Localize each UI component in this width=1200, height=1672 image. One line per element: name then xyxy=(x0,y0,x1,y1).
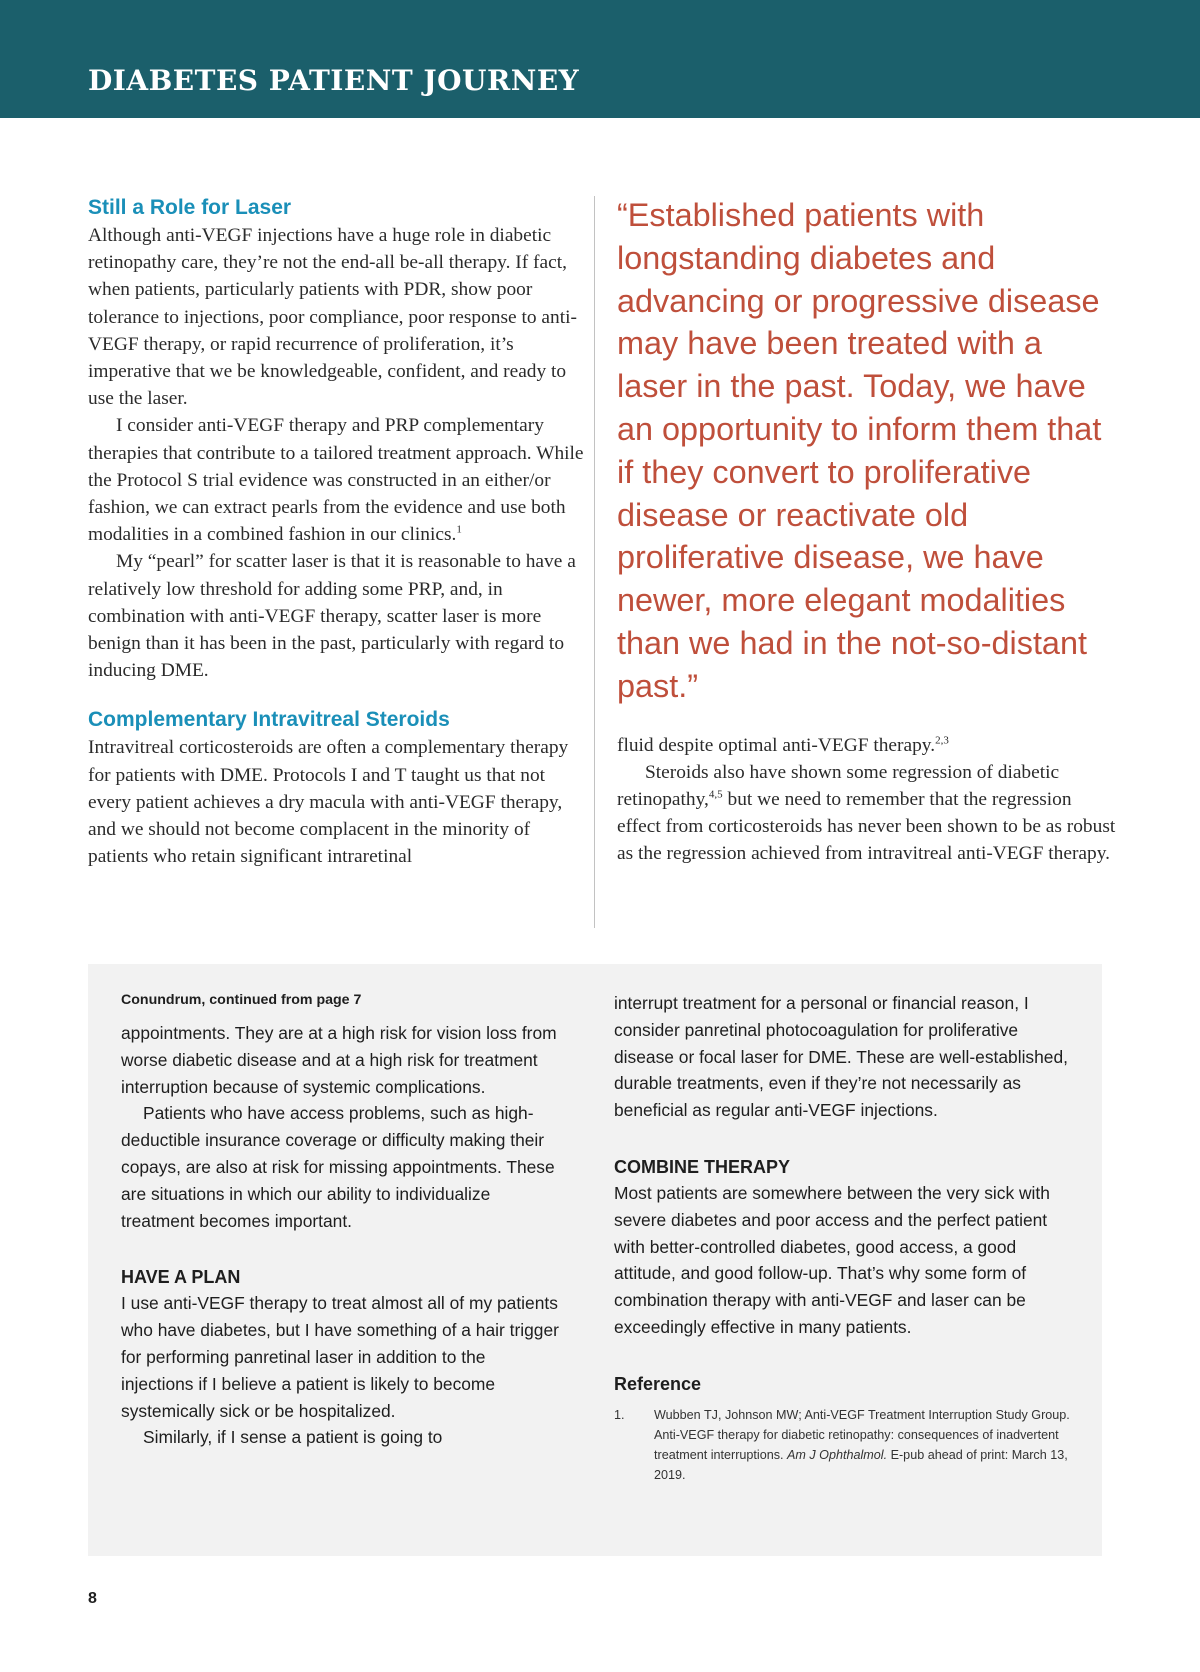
sidebar-heading-combine: COMBINE THERAPY xyxy=(614,1156,791,1177)
reference-heading: Reference xyxy=(614,1373,702,1394)
page-header-band xyxy=(0,0,1200,118)
reference-list xyxy=(614,1405,1074,1485)
left-column xyxy=(88,194,588,870)
sidebar-paragraph: appointments. They are at a high risk for vision loss from worse diabetic disease and at a high risk for treatment interruption because of systemic complications. xyxy=(121,1023,557,1097)
page-number: 8 xyxy=(88,1590,97,1607)
body-paragraph xyxy=(617,759,1117,868)
journal-name: Am J Ophthalmol. xyxy=(787,1447,888,1462)
sidebar-paragraph: I use anti-VEGF therapy to treat almost all of my patients who have diabetes, but I have something of a hair trigger for performing panretinal laser in addition to the injections if I believe a patient is likely to become systemically sick or be hospitalized. xyxy=(121,1293,559,1421)
sidebar-paragraph: Most patients are somewhere between the very sick with severe diabetes and poor access and the perfect patient with better-controlled diabetes, good access, a good attitude, and good follow-up. That’s why some form of combination therapy with anti-VEGF and laser can be exceedingly effective in many patients. xyxy=(614,1182,1050,1337)
section-heading-steroids: Complementary Intravitreal Steroids xyxy=(88,708,450,732)
conundrum-sidebar xyxy=(88,964,1102,1556)
sidebar-heading-plan: HAVE A PLAN xyxy=(121,1267,241,1288)
paragraph-text: but we need to remember that the regression effect from corticosteroids has never been shown to be as robust as the regression achieved from intravitreal anti-VEGF therapy. xyxy=(617,788,1116,865)
citation-marker: 2,3 xyxy=(935,734,949,747)
paragraph-text: fluid despite optimal anti-VEGF therapy. xyxy=(617,734,936,756)
column-divider xyxy=(594,196,595,928)
body-paragraph: Intravitreal corticosteroids are often a complementary therapy for patients with DME. Protocols I and T taught us that not every patient achieves a dry macula with anti-VEGF therapy, and we should not become complacent in the minority of patients who retain significant intraretinal xyxy=(88,737,569,868)
sidebar-paragraph: Patients who have access problems, such as high-deductible insurance coverage or difficulty making their copays, are also at risk for missing appointments. These are situations in which our ability to individualize treatment becomes important. xyxy=(121,1103,555,1231)
continued-label: Conundrum, continued from page 7 xyxy=(121,992,362,1008)
citation-marker: 1 xyxy=(456,523,462,536)
header-title: DIABETES PATIENT JOURNEY xyxy=(88,64,580,97)
pull-quote: “Established patients with longstanding diabetes and advancing or progressive disease may have been treated with a laser in the past. Today, we have an opportunity to inform them that if they convert to proliferative disease or reactivate old proliferative disease, we have newer, more elegant modalities than we had in the not-so-distant past.” xyxy=(617,197,1102,704)
sidebar-right-column xyxy=(614,990,1074,1485)
reference-citation: Wubben TJ, Johnson MW; Anti-VEGF Treatment Interruption Study Group. Anti-VEGF therapy for diabetic retinopathy: consequences of inadvertent treatment interruptions. xyxy=(654,1407,1070,1462)
body-paragraph: Although anti-VEGF injections have a huge role in diabetic retinopathy care, they’re not the end-all be-all therapy. If fact, when patients, particularly patients with PDR, show poor tolerance to injections, poor compliance, poor response to anti-VEGF therapy, or rapid recurrence of proliferation, it’s imperative that we be knowledgeable, confident, and ready to use the laser. xyxy=(88,225,577,410)
citation-marker: 4,5 xyxy=(708,788,723,801)
body-paragraph xyxy=(617,732,1117,759)
paragraph-text: Steroids also have shown some regression of diabetic retinopathy, xyxy=(617,761,1060,810)
sidebar-paragraph: Similarly, if I sense a patient is going to xyxy=(143,1427,443,1448)
section-heading-laser: Still a Role for Laser xyxy=(88,196,292,219)
sidebar-left-column xyxy=(121,990,561,1451)
reference-citation: E-pub ahead of print: March 13, 2019. xyxy=(654,1447,1068,1482)
paragraph-text: I consider anti-VEGF therapy and PRP complementary therapies that contribute to a tailored treatment approach. While the Protocol S trial evidence was constructed in an either/or fashion, we can extract pearls from the evidence and use both modalities in a combined fashion in our clinics. xyxy=(88,415,584,546)
reference-text xyxy=(654,1405,1074,1485)
reference-item xyxy=(614,1405,1074,1485)
right-column xyxy=(617,194,1117,868)
reference-number: 1. xyxy=(614,1407,625,1422)
body-paragraph xyxy=(88,412,588,548)
body-paragraph: My “pearl” for scatter laser is that it is reasonable to have a relatively low threshold for adding some PRP, and, in combination with anti-VEGF therapy, scatter laser is more benign than it has been in the past, particularly with regard to inducing DME. xyxy=(88,551,576,682)
sidebar-paragraph: interrupt treatment for a personal or financial reason, I consider panretinal photocoagulation for proliferative disease or focal laser for DME. These are well-established, durable treatments, even if they’re not necessarily as beneficial as regular anti-VEGF injections. xyxy=(614,993,1068,1121)
